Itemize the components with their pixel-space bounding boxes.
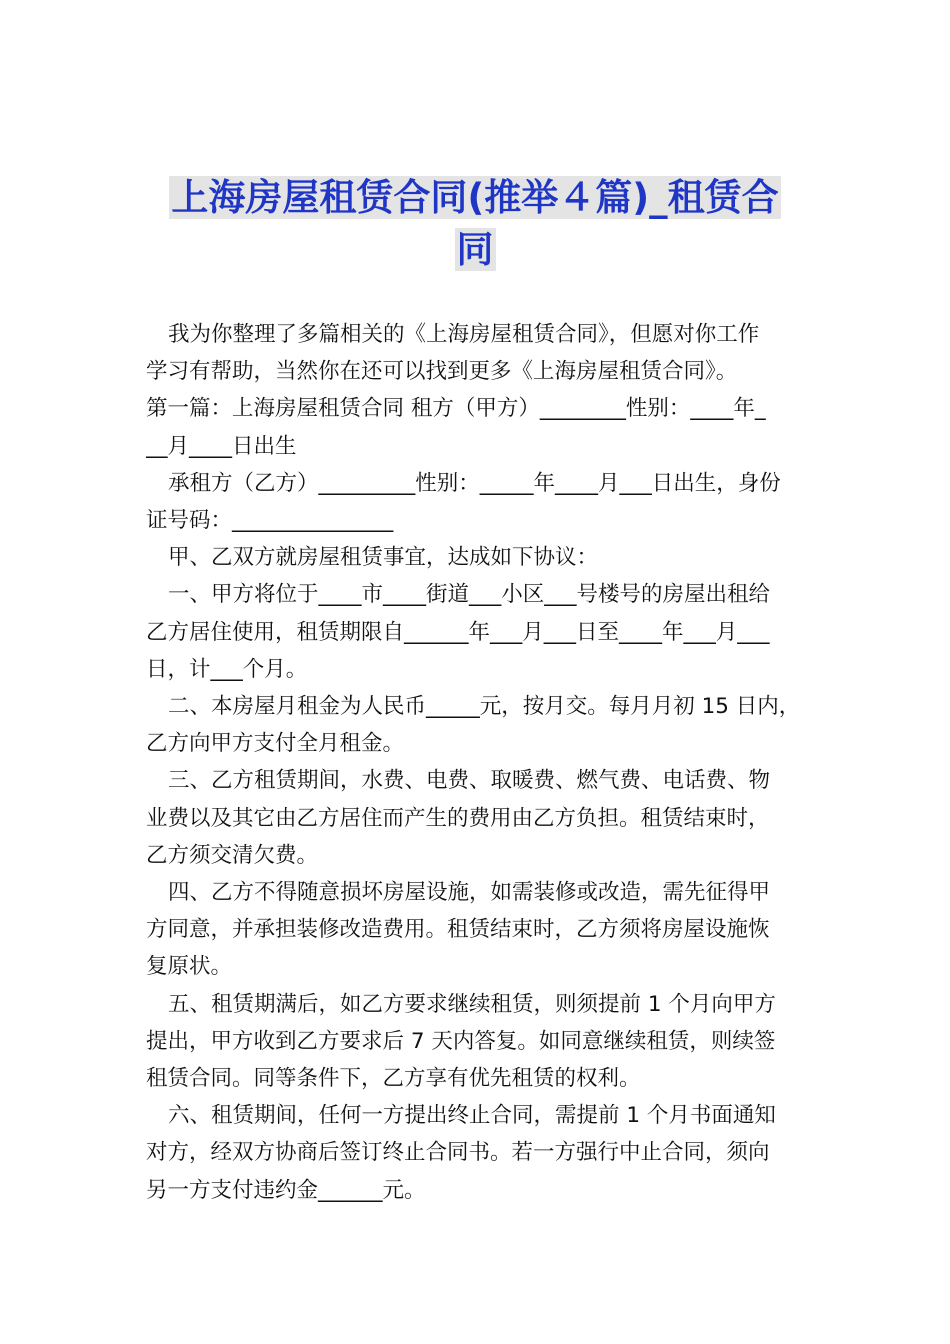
clause-4-line-2: 方同意，并承担装修改造费用。租赁结束时，乙方须将房屋设施恢 bbox=[146, 917, 770, 943]
clause-5-line-2: 提出，甲方收到乙方要求后 7 天内答复。如同意继续租赁，则续签 bbox=[146, 1028, 776, 1054]
clause-4-line-3: 复原状。 bbox=[146, 954, 233, 980]
document-title-line-1 bbox=[140, 174, 810, 222]
agreement-line: 甲、乙双方就房屋租赁事宜，达成如下协议： bbox=[168, 545, 599, 571]
title-text-2: 同 bbox=[456, 228, 494, 271]
clause-6-line-1: 六、租赁期间，任何一方提出终止合同，需提前 1 个月书面通知 bbox=[168, 1103, 776, 1129]
document-title-line-2 bbox=[140, 226, 810, 274]
clause-3-line-1: 三、乙方租赁期间，水费、电费、取暖费、燃气费、电话费、物 bbox=[168, 768, 771, 794]
title-text-1: 上海房屋租赁合同(推举４篇)_租赁合 bbox=[171, 176, 779, 219]
clause-1-line-1: 一、甲方将位于____市____街道___小区___号楼号的房屋出租给 bbox=[168, 582, 771, 608]
clause-5-line-1: 五、租赁期满后，如乙方要求继续租赁，则须提前 1 个月向甲方 bbox=[168, 991, 776, 1017]
clause-2-line-2: 乙方向甲方支付全月租金。 bbox=[146, 731, 405, 757]
chapter-line-1: 第一篇：上海房屋租赁合同 租方（甲方）________性别：____年_ bbox=[146, 396, 766, 422]
clause-3-line-2: 业费以及其它由乙方居住而产生的费用由乙方负担。租赁结束时， bbox=[146, 805, 770, 831]
tenant-line-2: 证号码：_______________ bbox=[146, 508, 394, 534]
document-body bbox=[146, 316, 810, 1209]
clause-5-line-3: 租赁合同。同等条件下，乙方享有优先租赁的权利。 bbox=[146, 1066, 641, 1092]
clause-4-line-1: 四、乙方不得随意损坏房屋设施，如需装修或改造，需先征得甲 bbox=[168, 880, 771, 906]
intro-line-1: 我为你整理了多篇相关的《上海房屋租赁合同》，但愿对你工作 bbox=[168, 322, 760, 347]
clause-6-line-3: 另一方支付违约金______元。 bbox=[146, 1177, 426, 1203]
clause-2-line-1: 二、本房屋月租金为人民币_____元，按月交。每月月初 15 日内， bbox=[168, 694, 801, 720]
clause-1-line-2: 乙方居住使用，租赁期限自______年___月___日至____年___月___ bbox=[146, 619, 770, 645]
clause-1-line-3: 日，计___个月。 bbox=[146, 656, 308, 682]
intro-line-2: 学习有帮助，当然你在还可以找到更多《上海房屋租赁合同》。 bbox=[146, 359, 738, 385]
tenant-line-1: 承租方（乙方）_________性别：_____年____月___日出生，身份 bbox=[168, 470, 781, 496]
clause-6-line-2: 对方，经双方协商后签订终止合同书。若一方强行中止合同，须向 bbox=[146, 1140, 770, 1166]
clause-3-line-3: 乙方须交清欠费。 bbox=[146, 842, 319, 868]
chapter-line-2: __月____日出生 bbox=[146, 433, 297, 459]
